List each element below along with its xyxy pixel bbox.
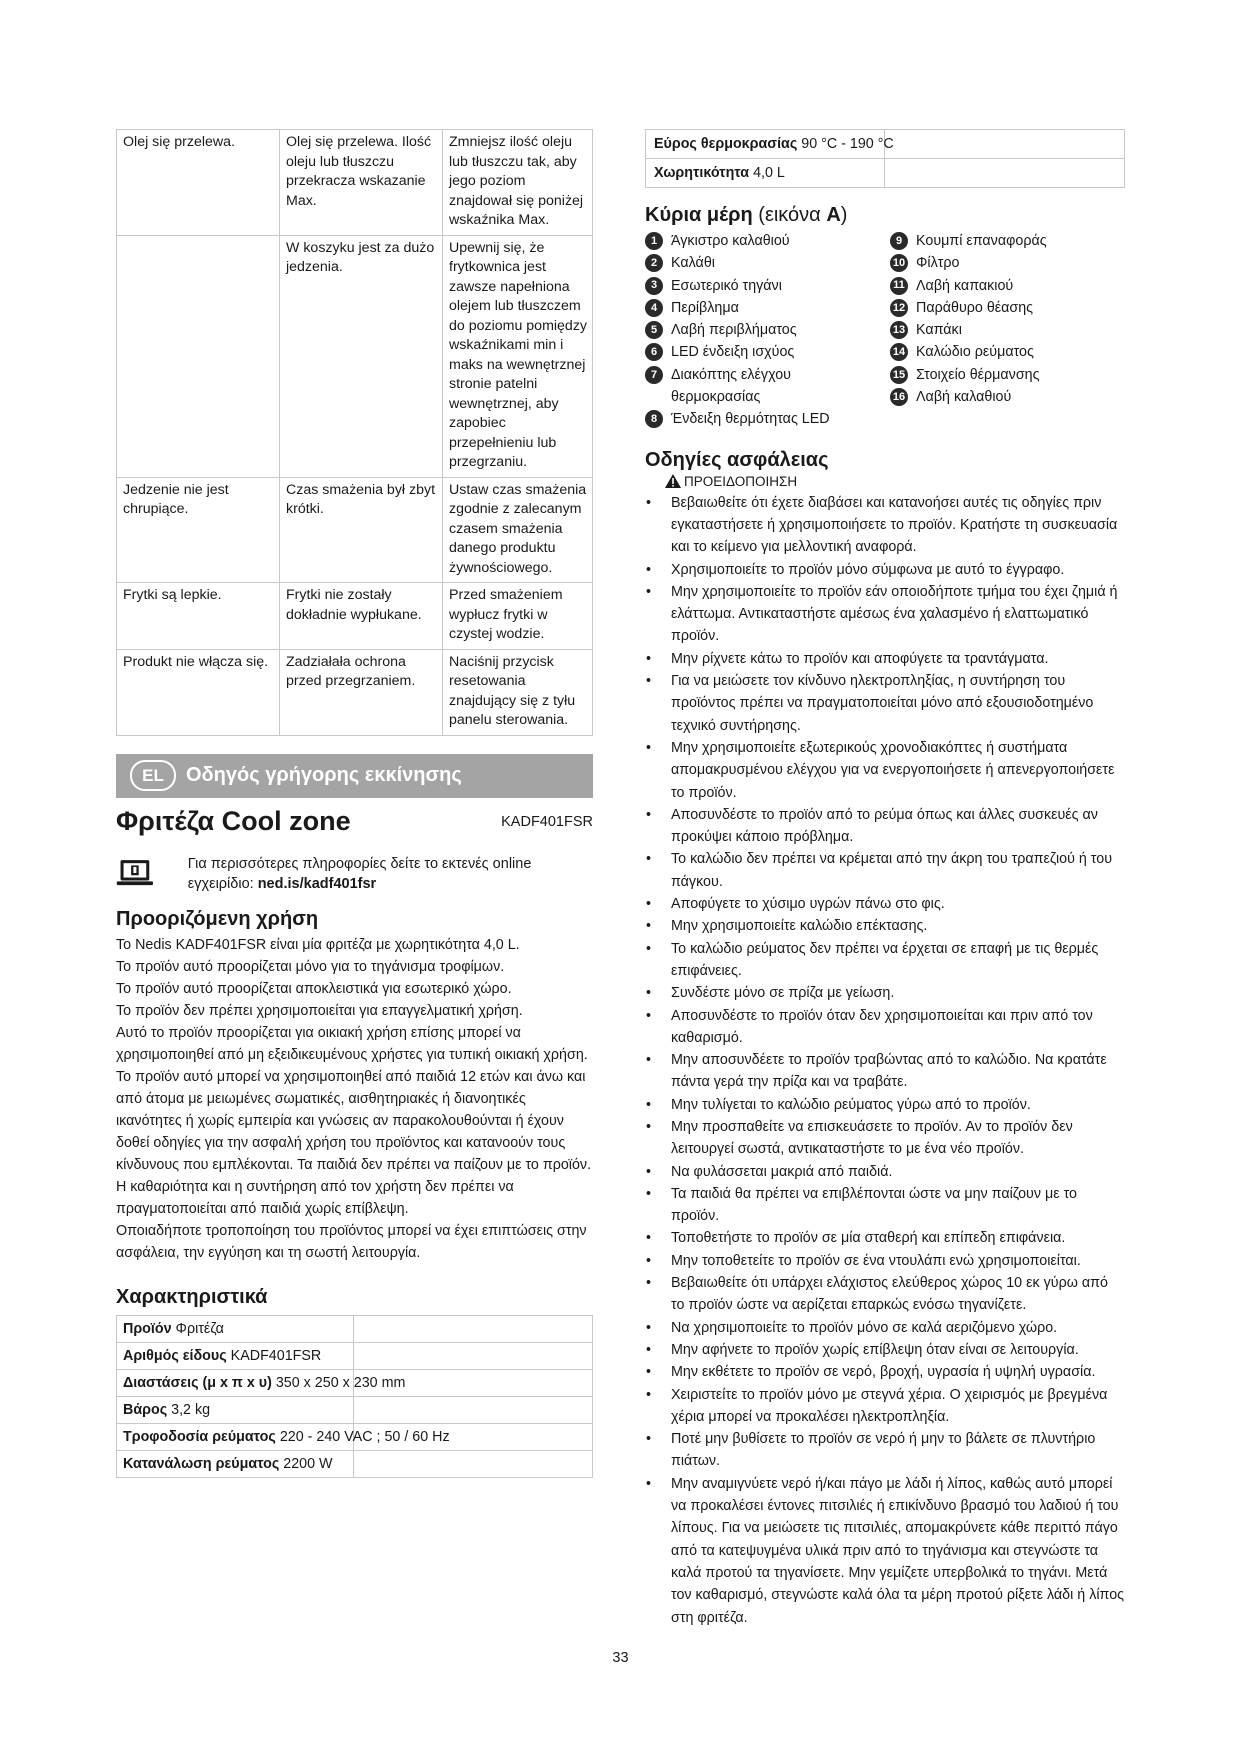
list-item: • Συνδέστε μόνο σε πρίζα με γείωση.: [645, 982, 1125, 1004]
cause-cell: Frytki nie zostały dokładnie wypłukane.: [280, 583, 443, 650]
part-number: 12: [890, 299, 908, 317]
table-row: [646, 130, 1125, 159]
list-item: • Για να μειώσετε τον κίνδυνο ηλεκτροπληξίας, η συντήρηση του προϊόντος πρέπει να πραγματοποιείται μόνο από εξουσιοδοτημένο τεχνικό συντήρησης.: [645, 670, 1125, 737]
page-number: 33: [612, 1650, 629, 1666]
table-row: [117, 1396, 593, 1423]
part-number: 5: [645, 321, 663, 339]
part-label: Άγκιστρο καλαθιού: [671, 233, 790, 249]
part-label: Περίβλημα: [671, 299, 739, 316]
language-badge: EL: [130, 760, 176, 791]
list-item: • Βεβαιωθείτε ότι έχετε διαβάσει και κατανοήσει αυτές τις οδηγίες πριν εγκαταστήσετε ή χρησιμοποιήσετε το προϊόν. Κρατήστε τη συσκευασία και το κείμενο για μελλοντική αναφορά.: [645, 492, 1125, 559]
left-column: [116, 129, 593, 1478]
online-manual-note: [116, 854, 593, 894]
list-item: • Τοποθετήστε το προϊόν σε μία σταθερή και επίπεδη επιφάνεια.: [645, 1227, 1125, 1249]
part-label: Καπάκι: [916, 322, 962, 339]
solution-cell: Upewnij się, że frytkownica jest zawsze napełniona olejem lub tłuszczem do poziomu pomiędzy wskaźnikami min i maks na wewnętrznej stronie patelni wewnętrznej, aby zapobiec przepełnieniu lub przegrzaniu.: [443, 235, 593, 477]
problem-cell: Produkt nie włącza się.: [117, 649, 280, 735]
problem-cell: [117, 235, 280, 477]
part-label: Καλάθι: [671, 255, 715, 272]
list-item: • Να φυλάσσεται μακριά από παιδιά.: [645, 1161, 1125, 1183]
part-number: 7: [645, 366, 663, 384]
intended-use-body: [116, 934, 593, 1264]
quick-start-banner: [116, 754, 593, 798]
list-item: [645, 319, 890, 341]
spec-value: 90 °C - 190 °C: [801, 136, 894, 152]
list-item: [890, 341, 1047, 363]
spec-value: 3,2 kg: [171, 1401, 211, 1418]
spec-label: Διαστάσεις (μ x π x υ): [123, 1374, 272, 1391]
manual-text: Για περισσότερες πληροφορίες δείτε το εκτενές online εγχειρίδιο:: [187, 855, 532, 892]
cause-cell: W koszyku jest za dużo jedzenia.: [280, 235, 443, 477]
list-item: [645, 252, 890, 274]
part-label: Λαβή καπακιού: [916, 277, 1014, 294]
table-row: [117, 1315, 593, 1342]
part-number: 8: [645, 410, 663, 428]
table-row: [117, 130, 593, 236]
part-label: LED ένδειξη ισχύος: [671, 344, 795, 361]
list-item: • Αποφύγετε το χύσιμο υγρών πάνω στο φις.: [645, 893, 1125, 915]
paragraph: Οποιαδήποτε τροποποίηση του προϊόντος μπορεί να έχει επιπτώσεις στην ασφάλεια, την εγγύηση και τη σωστή λειτουργία.: [116, 1222, 587, 1261]
list-item: [890, 252, 1047, 274]
spec-label: Αριθμός είδους: [123, 1347, 227, 1364]
troubleshooting-table: [116, 129, 593, 736]
part-label: Παράθυρο θέασης: [916, 299, 1034, 316]
list-item: [645, 297, 890, 319]
intended-use-heading: Προοριζόμενη χρήση: [116, 907, 319, 930]
safety-list: [645, 492, 1125, 1629]
list-item: • Βεβαιωθείτε ότι υπάρχει ελάχιστος ελεύθερος χώρος 10 εκ γύρω από το προϊόν ώστε να αερίζεται επαρκώς ενόσω τηγανίζετε.: [645, 1272, 1125, 1317]
part-label: Διακόπτης ελέγχου θερμοκρασίας: [671, 366, 791, 406]
list-item: • Αποσυνδέστε το προϊόν όταν δεν χρησιμοποιείται και πριν από τον καθαρισμό.: [645, 1005, 1125, 1050]
specs-table: [116, 1315, 593, 1478]
table-row: [117, 235, 593, 477]
cause-cell: Zadziałała ochrona przed przegrzaniem.: [280, 649, 443, 735]
problem-cell: Jedzenie nie jest chrupiące.: [117, 477, 280, 583]
spec-value: 220 - 240 VAC ; 50 / 60 Hz: [279, 1428, 450, 1445]
spec-empty-cell: [354, 1342, 593, 1369]
table-row: [117, 1450, 593, 1477]
product-name: Φριτέζα Cool zone: [116, 805, 351, 836]
part-label: Κουμπί επαναφοράς: [916, 233, 1047, 249]
list-item: [890, 297, 1047, 319]
paragraph: Το προϊόν αυτό προορίζεται αποκλειστικά για εσωτερικό χώρο.: [116, 980, 512, 997]
spec-cell: [117, 1423, 450, 1450]
table-row: [117, 1369, 593, 1396]
warning-label: ΠΡΟΕΙΔΟΠΟΙΗΣΗ: [684, 473, 798, 489]
spec-label: Τροφοδοσία ρεύματος: [123, 1428, 276, 1445]
paragraph: Αυτό το προϊόν προορίζεται για οικιακή χρήση επίσης μπορεί να χρησιμοποιηθεί από μη εξειδικευμένους χρήστες για τυπική οικιακή χρήση.: [116, 1024, 588, 1063]
warning-label-row: [665, 474, 1125, 489]
list-item: • Να χρησιμοποιείτε το προϊόν μόνο σε καλά αεριζόμενο χώρο.: [645, 1317, 1125, 1339]
part-label: Φίλτρο: [916, 255, 960, 272]
product-model: KADF401FSR: [501, 813, 593, 830]
list-item: [890, 364, 1047, 386]
part-label: Καλώδιο ρεύματος: [916, 344, 1034, 361]
spec-label: Προϊόν: [123, 1320, 172, 1337]
list-item: • Αποσυνδέστε το προϊόν από το ρεύμα όπως και άλλες συσκευές αν προκύψει κάποιο πρόβλημα.: [645, 804, 1125, 849]
cause-cell: Czas smażenia był zbyt krótki.: [280, 477, 443, 583]
solution-cell: Naciśnij przycisk resetowania znajdujący się z tyłu panelu sterowania.: [443, 649, 593, 735]
list-item: • Μην τοποθετείτε το προϊόν σε ένα ντουλάπι ενώ χρησιμοποιείται.: [645, 1250, 1125, 1272]
spec-cell: [646, 159, 885, 188]
parts-heading: [645, 204, 1125, 227]
parts-heading-suffix: (εικόνα: [758, 204, 821, 226]
specs-heading: Χαρακτηριστικά: [116, 1285, 268, 1308]
parts-heading-close: ): [840, 204, 848, 226]
list-item: [645, 230, 890, 252]
spec-empty-cell: [885, 130, 1125, 159]
part-label: Στοιχείο θέρμανσης: [916, 366, 1040, 383]
part-number: 10: [890, 254, 908, 272]
spec-value: KADF401FSR: [230, 1347, 322, 1364]
cause-cell: Olej się przelewa. Ilość oleju lub tłuszczu przekracza wskazanie Max.: [280, 130, 443, 236]
list-item: • Μην αποσυνδέετε το προϊόν τραβώντας από το καλώδιο. Να κρατάτε πάντα γερά την πρίζα και να τραβάτε.: [645, 1049, 1125, 1094]
right-column: [645, 129, 1125, 1629]
list-item: [645, 275, 890, 297]
list-item: • Χειριστείτε το προϊόν μόνο με στεγνά χέρια. Ο χειρισμός με βρεγμένα χέρια μπορεί να προκαλέσει ηλεκτροπληξία.: [645, 1384, 1125, 1429]
list-item: [645, 341, 890, 363]
list-item: • Μην εκθέτετε το προϊόν σε νερό, βροχή, υγρασία ή υψηλή υγρασία.: [645, 1361, 1125, 1383]
part-number: 4: [645, 299, 663, 317]
spec-empty-cell: [354, 1450, 593, 1477]
part-number: 9: [890, 232, 908, 250]
list-item: • Ποτέ μην βυθίσετε το προϊόν σε νερό ή μην το βάλετε σε πλυντήριο πιάτων.: [645, 1428, 1125, 1473]
part-number: 14: [890, 343, 908, 361]
list-item: • Μην χρησιμοποιείτε εξωτερικούς χρονοδιακόπτες ή συστήματα απομακρυσμένου ελέγχου για να ενεργοποιήσετε ή απενεργοποιήσετε το προϊόν.: [645, 737, 1125, 804]
spec-value: 350 x 250 x 230 mm: [275, 1374, 406, 1391]
part-number: 6: [645, 343, 663, 361]
part-number: 3: [645, 277, 663, 295]
paragraph: Το προϊόν αυτό μπορεί να χρησιμοποιηθεί από παιδιά 12 ετών και άνω και από άτομα με μειωμένες σωματικές, αισθητηριακές ή διανοητικές ικανότητες ή χωρίς εμπειρία και γνώσεις αν παρακολουθούνται ή έχουν δοθεί οδηγίες για την ασφαλή χρήση του προϊόντος και κατανοούν τους κίνδυνους που εμπλέκονται. Τα παιδιά δεν πρέπει να παίζουν με το προϊόν. Η καθαριότητα και η συντήρηση από τον χρήστη δεν πρέπει να πραγματοποιείται από παιδιά χωρίς επίβλεψη.: [116, 1068, 592, 1217]
laptop-manual-icon: [116, 854, 154, 892]
list-item: [645, 364, 890, 409]
parts-list-right: [890, 230, 1047, 431]
solution-cell: Ustaw czas smażenia zgodnie z zalecanym czasem smażenia danego produktu żywnościowego.: [443, 477, 593, 583]
list-item: • Το καλώδιο δεν πρέπει να κρέμεται από την άκρη του τραπεζιού ή του πάγκου.: [645, 848, 1125, 893]
paragraph: Το προϊόν αυτό προορίζεται μόνο για το τηγάνισμα τροφίμων.: [116, 958, 505, 975]
table-row: [117, 477, 593, 583]
product-header: [116, 804, 593, 844]
banner-title: Οδηγός γρήγορης εκκίνησης: [186, 764, 462, 786]
spec-cell: [117, 1315, 354, 1342]
specs-table-continued: [645, 129, 1125, 188]
part-label: Ένδειξη θερμότητας LED: [671, 411, 830, 428]
table-row: [117, 1342, 593, 1369]
list-item: • Μην τυλίγεται το καλώδιο ρεύματος γύρω από το προϊόν.: [645, 1094, 1125, 1116]
parts-list-left: [645, 230, 890, 431]
solution-cell: Zmniejsz ilość oleju lub tłuszczu tak, aby jego poziom znajdował się poniżej wskaźnika Max.: [443, 130, 593, 236]
part-label: Λαβή καλαθιού: [916, 389, 1012, 406]
list-item: • Μην χρησιμοποιείτε το προϊόν εάν οποιοδήποτε τμήμα του έχει ζημιά ή ελάττωμα. Αντικαταστήστε αμέσως ένα χαλασμένο ή ελαττωματικό προϊόν.: [645, 581, 1125, 648]
list-item: [890, 230, 1047, 252]
spec-cell: [117, 1450, 354, 1477]
spec-empty-cell: [354, 1396, 593, 1423]
part-number: 11: [890, 277, 908, 295]
part-number: 2: [645, 254, 663, 272]
list-item: • Μην χρησιμοποιείτε καλώδιο επέκτασης.: [645, 915, 1125, 937]
part-number: 13: [890, 321, 908, 339]
spec-cell: [117, 1396, 354, 1423]
spec-empty-cell: [885, 159, 1125, 188]
table-row: [117, 583, 593, 650]
part-number: 16: [890, 388, 908, 406]
list-item: • Το καλώδιο ρεύματος δεν πρέπει να έρχεται σε επαφή με τις θερμές επιφάνειες.: [645, 938, 1125, 983]
part-label: Εσωτερικό τηγάνι: [671, 277, 782, 294]
list-item: • Μην προσπαθείτε να επισκευάσετε το προϊόν. Αν το προϊόν δεν λειτουργεί σωστά, αντικαταστήστε το με ένα νέο προϊόν.: [645, 1116, 1125, 1161]
problem-cell: Frytki są lepkie.: [117, 583, 280, 650]
list-item: [890, 319, 1047, 341]
parts-figure-ref: A: [826, 204, 841, 226]
spec-label: Χωρητικότητα: [654, 165, 750, 181]
list-item: [890, 275, 1047, 297]
list-item: • Μην αφήνετε το προϊόν χωρίς επίβλεψη όταν είναι σε λειτουργία.: [645, 1339, 1125, 1361]
list-item: • Μην ρίχνετε κάτω το προϊόν και αποφύγετε τα τραντάγματα.: [645, 648, 1125, 670]
solution-cell: Przed smażeniem wypłucz frytki w czystej wodzie.: [443, 583, 593, 650]
spec-label: Κατανάλωση ρεύματος: [123, 1455, 280, 1472]
list-item: [890, 386, 1047, 408]
list-item: • Τα παιδιά θα πρέπει να επιβλέπονται ώστε να μην παίζουν με το προϊόν.: [645, 1183, 1125, 1228]
table-row: [117, 1423, 593, 1450]
list-item: • Μην αναμιγνύετε νερό ή/και πάγο με λάδι ή λίπος, καθώς αυτό μπορεί να προκαλέσει έντονες πιτσιλιές ή επικίνδυνο βρασμό του λαδιού ή του λίπους. Για να μειώσετε τις πιτσιλιές, απομακρύνετε κάθε περιττό πάγο από τα κατεψυγμένα υλικά πριν από το τηγάνισμα και στεγνώστε τα καλά προτού τα τηγανίσετε. Μην γεμίζετε υπερβολικά το τηγάνι. Μετά τον καθαρισμό, στεγνώστε καλά όλα τα μέρη προτού ρίξετε λάδι ή λίπος στη φριτέζα.: [645, 1473, 1125, 1629]
part-number: 1: [645, 232, 663, 250]
list-item: [645, 408, 890, 430]
spec-label: Εύρος θερμοκρασίας: [654, 136, 798, 152]
part-number: 15: [890, 366, 908, 384]
table-row: [117, 649, 593, 735]
table-row: [646, 159, 1125, 188]
spec-label: Βάρος: [123, 1401, 168, 1418]
warning-triangle-icon: [665, 474, 681, 488]
spec-cell: [117, 1342, 354, 1369]
list-item: • Χρησιμοποιείτε το προϊόν μόνο σύμφωνα με αυτό το έγγραφο.: [645, 559, 1125, 581]
paragraph: Το Nedis KADF401FSR είναι μία φριτέζα με χωρητικότητα 4,0 L.: [116, 936, 520, 953]
spec-empty-cell: [354, 1315, 593, 1342]
problem-cell: Olej się przelewa.: [117, 130, 280, 236]
part-label: Λαβή περιβλήματος: [671, 322, 797, 339]
spec-value: 4,0 L: [753, 165, 785, 181]
paragraph: Το προϊόν δεν πρέπει χρησιμοποιείται για επαγγελματική χρήση.: [116, 1002, 523, 1019]
safety-heading: Οδηγίες ασφάλειας: [645, 448, 829, 471]
spec-value: 2200 W: [283, 1455, 333, 1472]
parts-list: [645, 230, 1125, 431]
spec-cell: [646, 130, 894, 159]
manual-link[interactable]: ned.is/kadf401fsr: [257, 875, 377, 892]
parts-heading-text: Κύρια μέρη: [645, 204, 753, 226]
spec-cell: [117, 1369, 406, 1396]
spec-value: Φριτέζα: [175, 1320, 224, 1337]
